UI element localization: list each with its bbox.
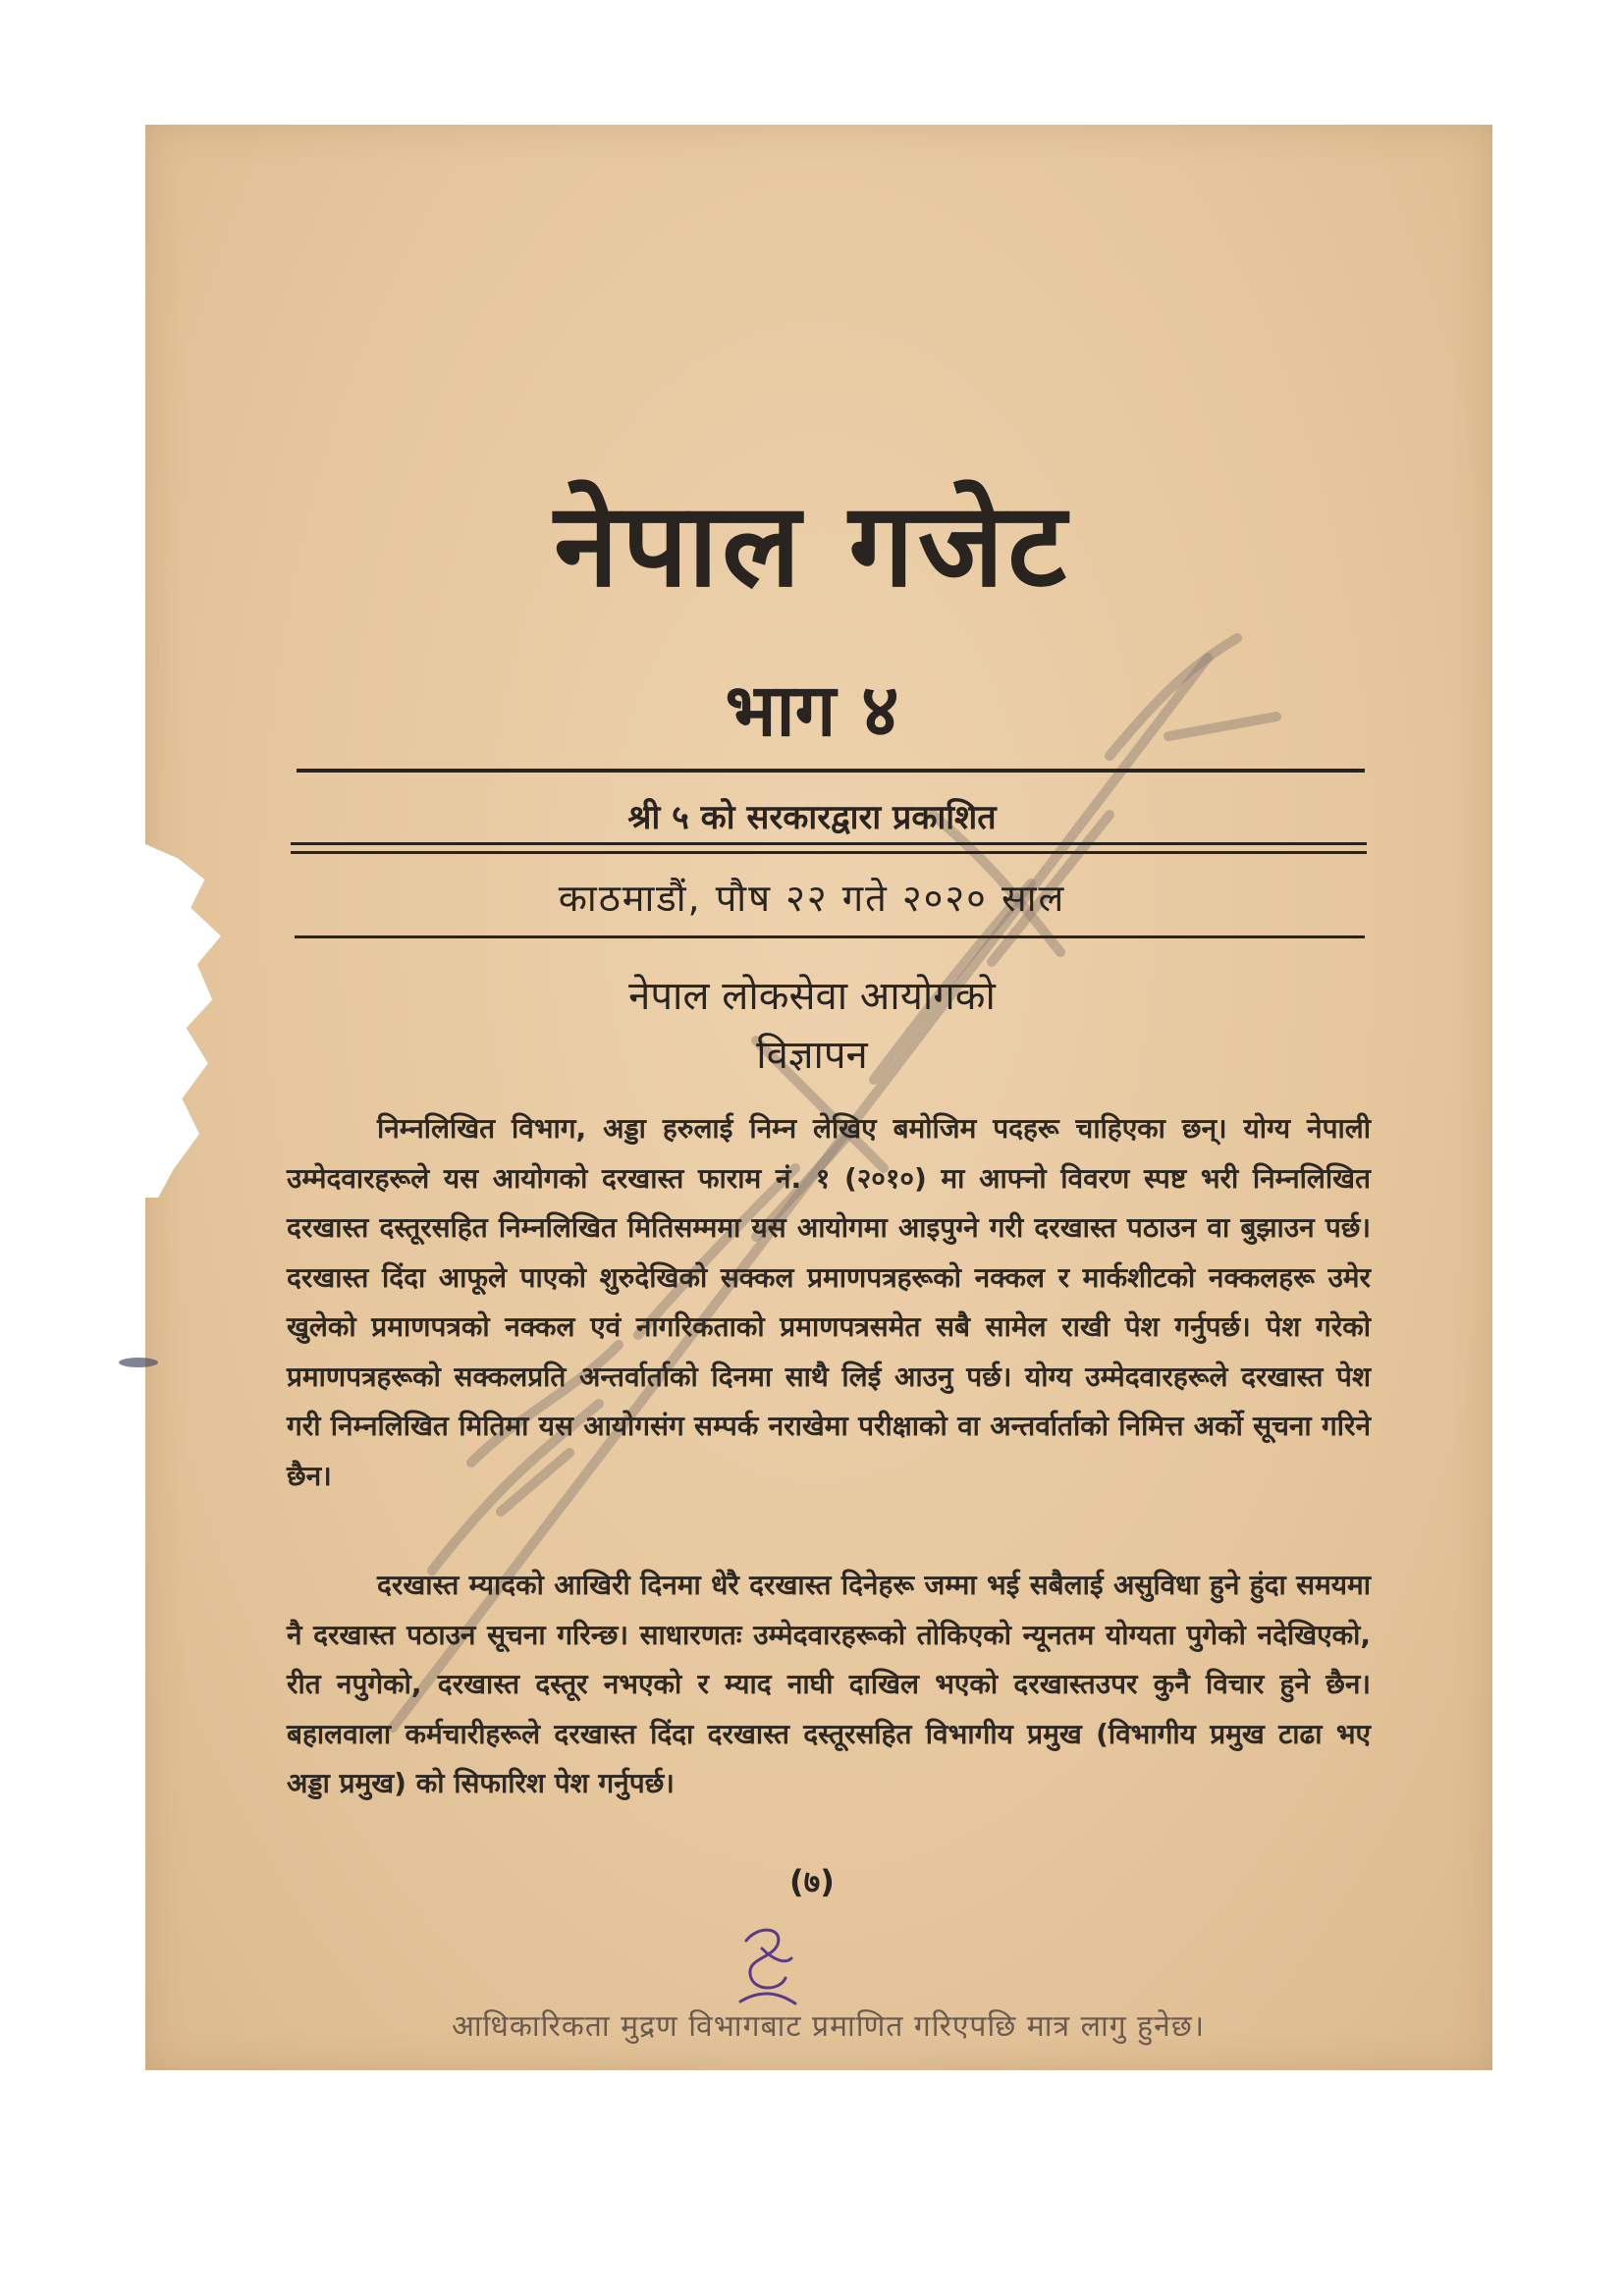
publisher-line: श्री ५ को सरकारद्वारा प्रकाशित bbox=[627, 798, 997, 837]
notice-heading-commission: नेपाल लोकसेवा आयोगको bbox=[628, 974, 996, 1019]
gazette-title: नेपाल गजेट bbox=[554, 477, 1070, 613]
handwritten-mark-87 bbox=[727, 1919, 805, 2012]
divider-double-1 bbox=[291, 842, 1367, 845]
divider-bottom bbox=[295, 935, 1365, 938]
footer-authenticity-note: आधिकारिकता मुद्रण विभागबाट प्रमाणित गरिएपछि मात्र लागु हुनेछ। bbox=[452, 2009, 1206, 2044]
gazette-part: भाग ४ bbox=[725, 668, 899, 753]
notice-paragraph-1: निम्नलिखित विभाग, अड्डा हरुलाई निम्न लेखिए बमोजिम पदहरू चाहिएका छन्। योग्य नेपाली उम्मेदवारहरूले यस आयोगको दरखास्त फाराम नं. १ (२०१०) मा आफ्नो विवरण स्पष्ट भरी निम्नलिखित दरखास्त दस्तूरसहित निम्नलिखित मितिसम्ममा यस आयोगमा आइपुग्ने गरी दरखास्त पठाउन वा बुझाउन पर्छ। दरखास्त दिंदा आफूले पाएको शुरुदेखिको सक्कल प्रमाणपत्रहरूको नक्कल र मार्कशीटको नक्कलहरू उमेर खुलेको प्रमाणपत्रको नक्कल एवं नागरिकताको प्रमाणपत्रसमेत सबै सामेल राखी पेश गर्नुपर्छ। पेश गरेको प्रमाणपत्रहरूको सक्कलप्रति अन्तर्वार्ताको दिनमा साथै लिई आउनु पर्छ। योग्य उम्मेदवारहरूले दरखास्त पेश गरी निम्नलिखित मितिमा यस आयोगसंग सम्पर्क नराखेमा परीक्षाको वा अन्तर्वार्ताको निमित्त अर्को सूचना गरिने छैन। bbox=[287, 1112, 1371, 1492]
notice-paragraph-2: दरखास्त म्यादको आखिरी दिनमा धेरै दरखास्त दिनेहरू जम्मा भई सबैलाई असुविधा हुने हुंदा समयमा नै दरखास्त पठाउन सूचना गरिन्छ। साधारणतः उम्मेदवारहरूको तोकिएको न्यूनतम योग्यता पुगेको नदेखिएको, रीत नपुगेको, दरखास्त दस्तूर नभएको र म्याद नाघी दाखिल भएको दरखास्तउपर कुनै विचार हुने छैन। बहालवाला कर्मचारीहरूले दरखास्त दिंदा दरखास्त दस्तूरसहित विभागीय प्रमुख (विभागीय प्रमुख टाढा भए अड्डा प्रमुख) को सिफारिश पेश गर्नुपर्छ। bbox=[287, 1569, 1371, 1799]
dateline: काठमाडौं, पौष २२ गते २०२० साल bbox=[558, 877, 1066, 920]
divider-top bbox=[297, 769, 1365, 773]
notice-heading-advertisement: विज्ञापन bbox=[756, 1033, 868, 1078]
page-number: (७) bbox=[789, 1863, 835, 1900]
divider-double-2 bbox=[291, 851, 1367, 854]
ink-smudge bbox=[116, 1355, 161, 1370]
